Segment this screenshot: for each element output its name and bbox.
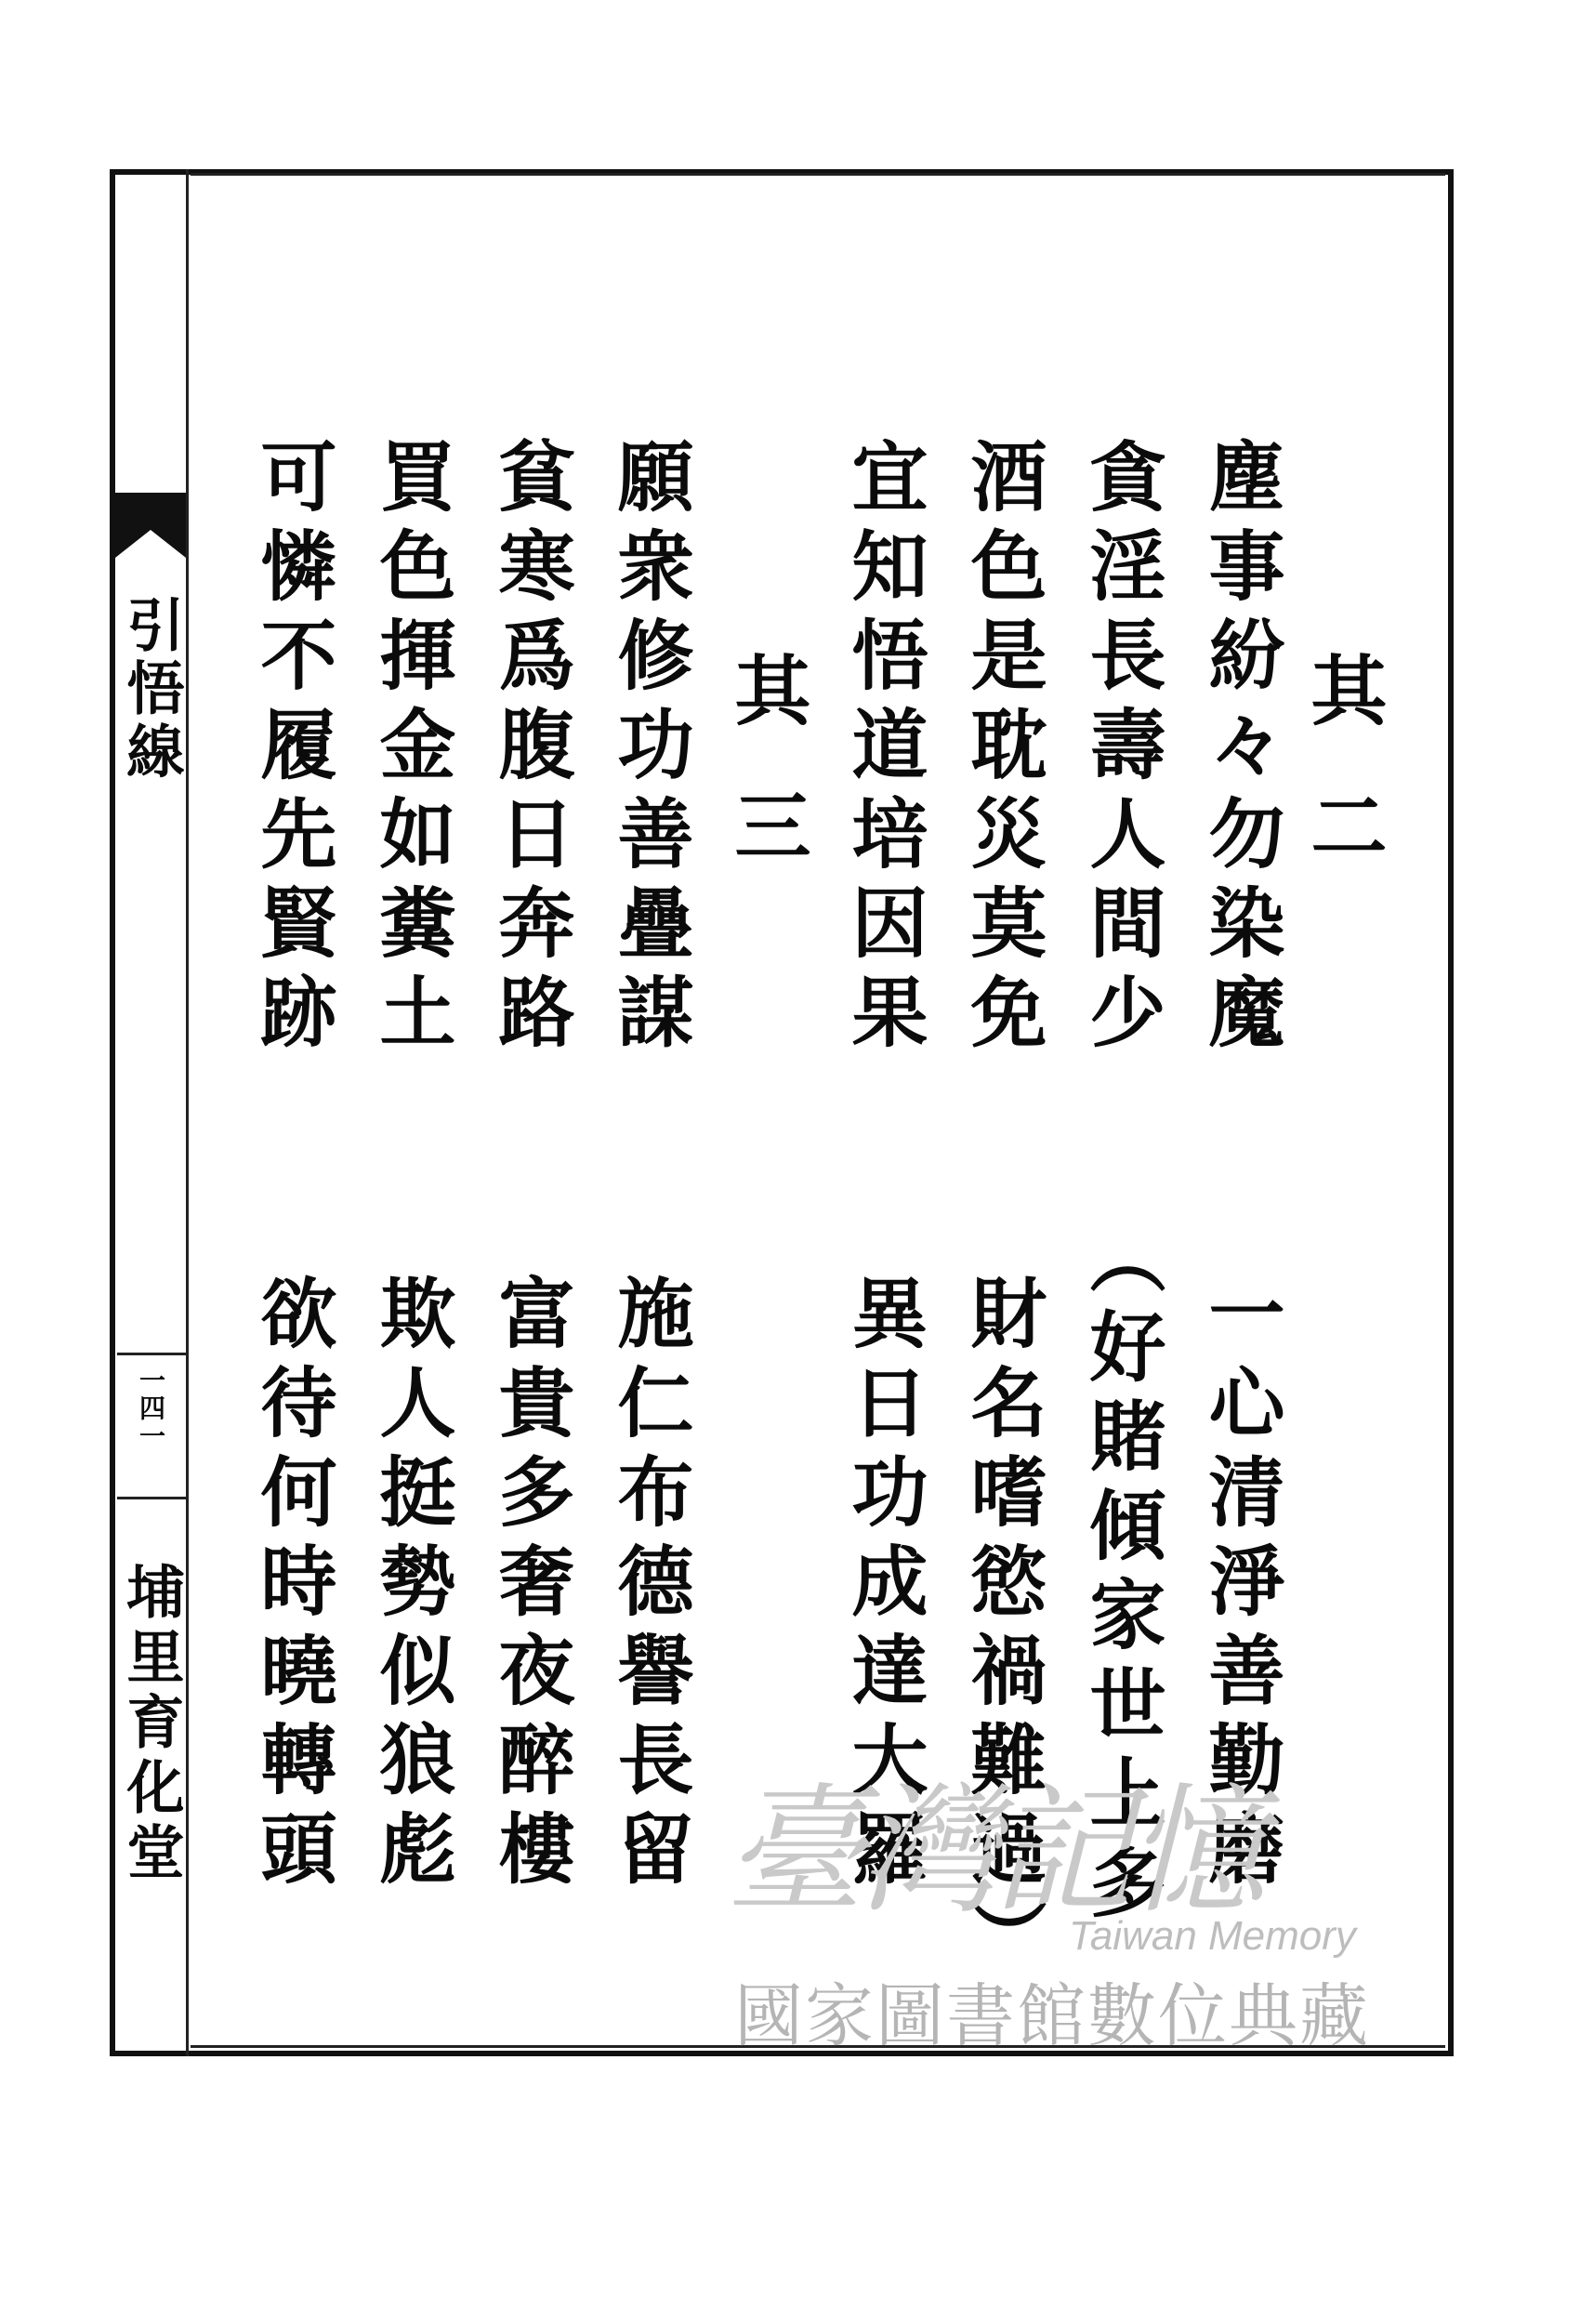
poem3-line4-first: 可憐不履先賢跡 [248, 437, 337, 1062]
poem3-line4-second: 欲待何時曉轉頭 [248, 1274, 337, 1898]
spine-book-title: 引悟線 [117, 595, 185, 785]
poem2-line3-first: 酒色是耽災莫免 [958, 437, 1047, 1062]
spine-publisher: 埔里育化堂 [117, 1562, 185, 1887]
page-number-rule-top [117, 1353, 186, 1355]
poem2-line1-second: 一心清淨善勤磨 [1196, 1274, 1285, 1898]
poem3-line3-second: 欺人挺勢似狼彪 [367, 1274, 456, 1898]
poem2-heading: 其二 [1298, 651, 1388, 922]
poem2-line1-first: 塵事紛々勿染魔 [1196, 437, 1285, 1062]
poem3-line3-first: 買色揮金如糞土 [367, 437, 456, 1062]
poem3-line1-first: 願衆修功善疊謀 [605, 437, 694, 1062]
spine-outer-rule [110, 169, 115, 2056]
poem3-heading: 其三 [722, 651, 811, 922]
poem2-line4-first: 宜知悟道培因果 [839, 437, 928, 1062]
poem3-line1-second: 施仁布德譽長留 [605, 1274, 694, 1898]
poem2-line2-second: （好賭傾家世上多 [1077, 1218, 1166, 1932]
watermark-calligraphy: 臺灣記憶 [725, 1771, 1261, 1933]
watermark-latin: Taiwan Memory [1069, 1913, 1356, 1959]
poem2-line3-second: 財名嗜慾禍難過） [958, 1274, 1047, 1987]
fishtail-ornament-icon [115, 493, 186, 558]
poem2-line4-second: 異日功成達大羅 [839, 1274, 928, 1898]
inner-top-rule [191, 173, 1445, 176]
poem3-line2-second: 富貴多奢夜醉樓 [486, 1274, 575, 1898]
watermark-library: 國家圖書館數位典藏 [734, 1976, 1370, 2056]
page-number-rule-bottom [117, 1497, 186, 1499]
poem3-line2-first: 貧寒爲腹日奔路 [486, 437, 575, 1062]
spine-inner-rule [186, 169, 189, 2056]
poem2-line2-first: 貪淫長壽人間少 [1077, 437, 1166, 1062]
page-number: 一四一 [136, 1367, 166, 1450]
